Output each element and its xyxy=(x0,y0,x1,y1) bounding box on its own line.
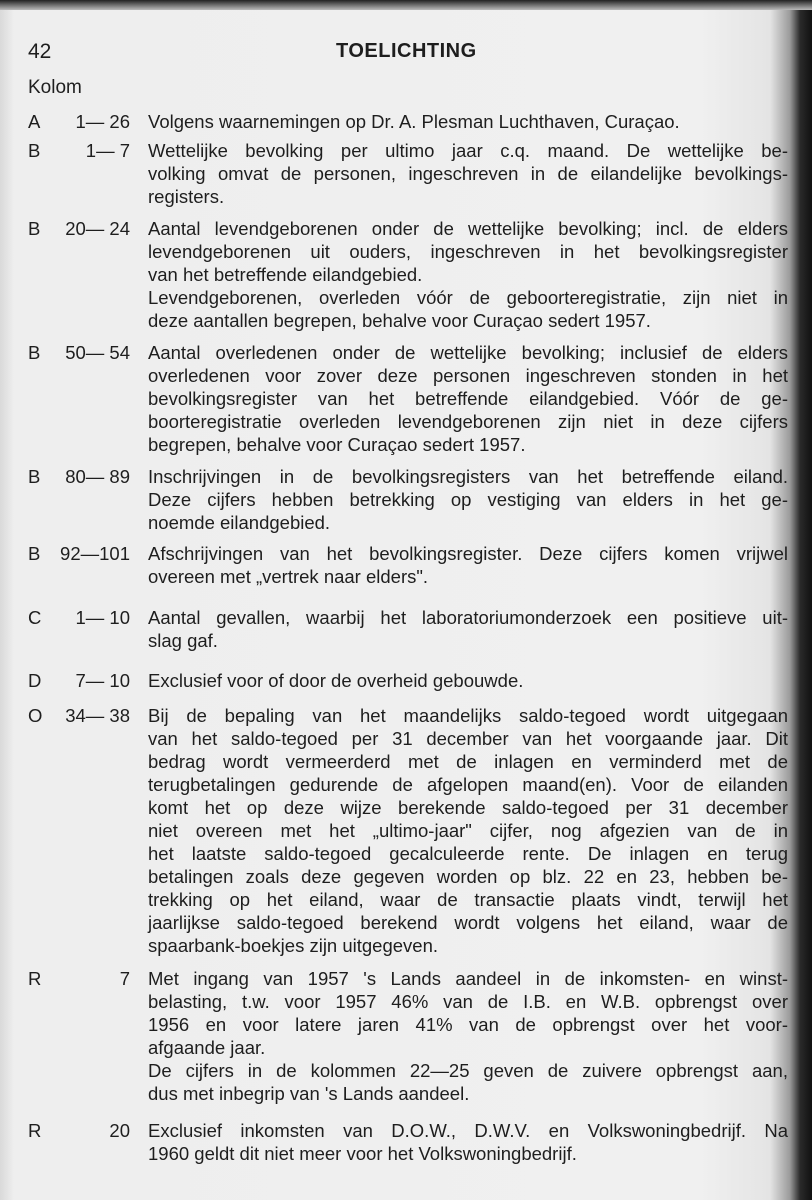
note-text-line: registers. xyxy=(148,186,225,207)
note-text-line: komt het op deze wijze berekende saldo-tegoed per 31 december xyxy=(148,797,788,818)
note-text-line: Inschrijvingen in de bevolkingsregisters van het betreffende eiland. xyxy=(148,466,788,487)
note-column-range: 20— 24 xyxy=(65,218,130,239)
note-column-range: 92—101 xyxy=(60,543,130,564)
note-text-line: Aantal levendgeborenen onder de wettelijke bevolking; incl. de elders xyxy=(148,218,788,239)
note-column-letter: O xyxy=(28,705,43,726)
note-text-line: Exclusief inkomsten van D.O.W., D.W.V. en Volkswoningbedrijf. Na xyxy=(148,1120,788,1141)
note-text-line: 1956 en voor latere jaren 41% van de opbrengst over het voor- xyxy=(148,1014,788,1035)
note-text-line: De cijfers in de kolommen 22—25 geven de zuivere opbrengst aan, xyxy=(148,1060,788,1081)
note-text xyxy=(148,1119,788,1165)
note-text-line: overledenen voor zover deze personen ingeschreven stonden in het xyxy=(148,365,788,386)
note-text-line: noemde eilandgebied. xyxy=(148,512,331,533)
note-text-line: terugbetalingen gedurende de afgelopen maand(en). Voor de eilanden xyxy=(148,774,788,795)
note-text-line: Aantal gevallen, waarbij het laboratoriumonderzoek een positieve uit- xyxy=(148,607,788,628)
note-column-letter: B xyxy=(28,543,41,564)
note-text-line: volking omvat de personen, ingeschreven in de eilandelijke bevolkings- xyxy=(148,163,788,184)
note-text xyxy=(148,606,788,652)
page-title: TOELICHTING xyxy=(336,40,477,62)
note-column-range: 1— 7 xyxy=(85,140,130,161)
note-text-line: van het saldo-tegoed per 31 december van het voorgaande jaar. Dit xyxy=(148,728,788,749)
note-text-line: bevolkingsregister van het betreffende eilandgebied. Vóór de ge- xyxy=(148,388,788,409)
note-column-range: 7— 10 xyxy=(75,670,130,691)
note-text xyxy=(148,704,788,957)
note-column-letter: R xyxy=(28,968,42,989)
note-text-line: het laatste saldo-tegoed gecalculeerde rente. De inlagen en terug xyxy=(148,843,788,864)
note-text-line: afgaande jaar. xyxy=(148,1037,266,1058)
note-text xyxy=(148,465,788,534)
note-column-range: 7 xyxy=(119,968,130,989)
note-text-line: Wettelijke bevolking per ultimo jaar c.q. maand. De wettelijke be- xyxy=(148,140,788,161)
note-text-line: Exclusief voor of door de overheid gebouwde. xyxy=(148,670,524,691)
note-text-line: Deze cijfers hebben betrekking op vestiging van elders in het ge- xyxy=(148,489,788,510)
note-text-line: betalingen zoals deze gegeven worden op blz. 22 en 23, hebben be- xyxy=(148,866,788,887)
note-text-line: slag gaf. xyxy=(148,630,218,651)
note-column-range: 80— 89 xyxy=(65,466,130,487)
note-text-line: Aantal overledenen onder de wettelijke bevolking; inclusief de elders xyxy=(148,342,788,363)
note-text-line: 1960 geldt dit niet meer voor het Volkswoningbedrijf. xyxy=(148,1143,577,1164)
note-text xyxy=(148,110,788,133)
note-text-line: dus met inbegrip van 's Lands aandeel. xyxy=(148,1083,470,1104)
note-text-line: boorteregistratie overleden levendgeborenen zijn niet in deze cijfers xyxy=(148,411,788,432)
note-column-letter: B xyxy=(28,466,41,487)
note-text-line: Met ingang van 1957 's Lands aandeel in de inkomsten- en winst- xyxy=(148,968,788,989)
note-column-letter: B xyxy=(28,342,41,363)
note-column-range: 1— 26 xyxy=(75,111,130,132)
note-text-line: belasting, t.w. voor 1957 46% van de I.B. en W.B. opbrengst over xyxy=(148,991,788,1012)
note-column-letter: B xyxy=(28,218,41,239)
note-text xyxy=(148,669,788,692)
note-text xyxy=(148,217,788,332)
note-text-line: niet overeen met het „ultimo-jaar" cijfer, nog afgezien van de in xyxy=(148,820,788,841)
note-column-range: 20 xyxy=(109,1120,130,1141)
note-column-range: 1— 10 xyxy=(75,607,130,628)
note-text-line: spaarbank-boekjes zijn uitgegeven. xyxy=(148,935,439,956)
note-text-line: levendgeborenen uit ouders, ingeschreven in het bevolkingsregister xyxy=(148,241,788,262)
scan-top-edge xyxy=(0,0,812,10)
note-column-range: 34— 38 xyxy=(65,705,130,726)
note-column-letter: B xyxy=(28,140,41,161)
note-text-line: begrepen, behalve voor Curaçao sedert 1957. xyxy=(148,434,526,455)
note-text-line: bedrag wordt vermeerderd met de inlagen en verminderd met de xyxy=(148,751,788,772)
note-column-letter: C xyxy=(28,607,42,628)
note-text-line: trekking op het eiland, waar de transactie plaats vindt, terwijl het xyxy=(148,889,788,910)
note-text xyxy=(148,967,788,1105)
note-text xyxy=(148,542,788,588)
note-text-line: Volgens waarnemingen op Dr. A. Plesman Luchthaven, Curaçao. xyxy=(148,111,680,132)
note-text-line: Levendgeborenen, overleden vóór de geboorteregistratie, zijn niet in xyxy=(148,287,788,308)
note-text-line: jaarlijkse saldo-tegoed berekend wordt volgens het eiland, waar de xyxy=(148,912,788,933)
note-text-line: van het betreffende eilandgebied. xyxy=(148,264,423,285)
column-heading: Kolom xyxy=(28,77,82,98)
note-column-letter: D xyxy=(28,670,42,691)
note-text-line: overeen met „vertrek naar elders". xyxy=(148,566,429,587)
page-number: 42 xyxy=(28,40,52,63)
note-text xyxy=(148,139,788,208)
note-text-line: deze aantallen begrepen, behalve voor Curaçao sedert 1957. xyxy=(148,310,651,331)
note-column-letter: R xyxy=(28,1120,42,1141)
note-text xyxy=(148,341,788,456)
note-column-letter: A xyxy=(28,111,41,132)
note-column-range: 50— 54 xyxy=(65,342,130,363)
note-text-line: Afschrijvingen van het bevolkingsregister. Deze cijfers komen vrijwel xyxy=(148,543,788,564)
note-text-line: Bij de bepaling van het maandelijks saldo-tegoed wordt uitgegaan xyxy=(148,705,788,726)
